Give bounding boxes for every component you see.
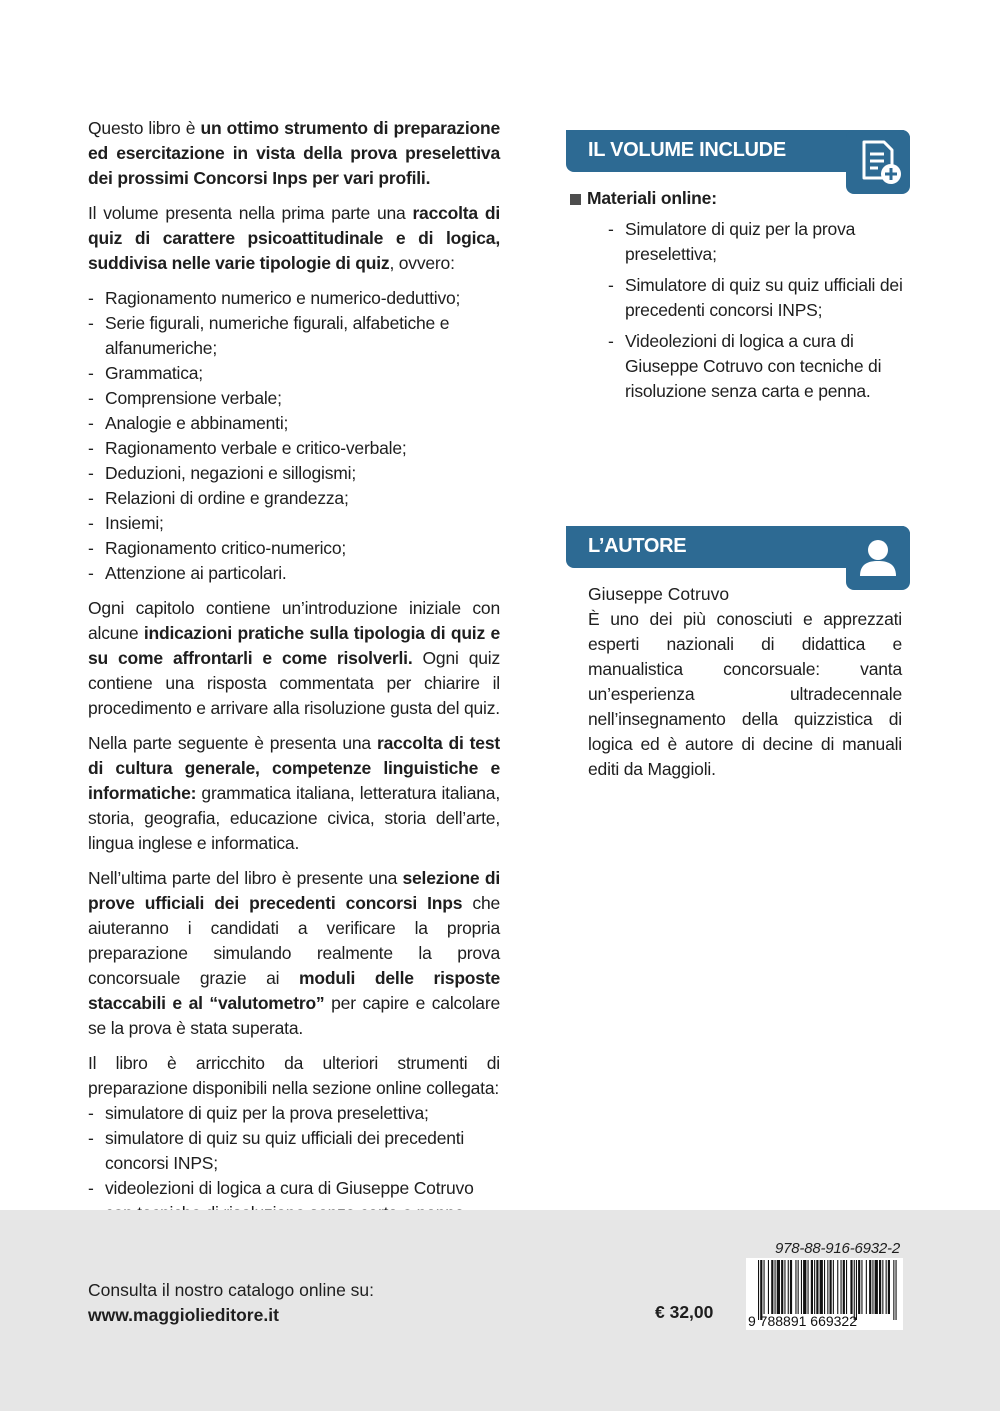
back-cover-text [88,116,500,1236]
barcode-bar [837,1260,838,1314]
online-intro: Il libro è arricchito da ulteriori strumenti di preparazione disponibili nella sezione online collegata: [88,1053,500,1098]
list-item: - Ragionamento verbale e critico-verbale; [88,436,500,461]
barcode-bar [886,1260,887,1314]
list-item: - Relazioni di ordine e grandezza; [88,486,500,511]
barcode-bar [768,1260,769,1314]
barcode-bar [856,1260,857,1320]
list-item: - simulatore di quiz su quiz ufficiali dei precedenti concorsi INPS; [88,1126,500,1176]
barcode-bar [872,1260,873,1314]
barcode-digits: 9 788891 669322 [748,1313,857,1329]
barcode-bar [771,1260,773,1314]
barcode-bar [760,1260,762,1320]
volume-include-header [566,130,910,172]
barcode-bar [833,1260,834,1314]
barcode-bar [858,1260,860,1314]
list-item: - Ragionamento critico-numerico; [88,536,500,561]
barcode-bar [896,1260,897,1320]
barcode [746,1258,903,1330]
barcode-bar [764,1260,765,1314]
barcode-bar [841,1260,842,1314]
section-title: L’AUTORE [588,535,687,557]
barcode-bar [781,1260,783,1314]
list-item: - Simulatore di quiz su quiz ufficiali dei precedenti concorsi INPS; [608,273,910,323]
author-box [566,526,910,782]
barcode-bar [888,1260,890,1314]
barcode-bar [850,1260,852,1314]
document-plus-icon [846,130,910,194]
barcode-bar [854,1260,855,1320]
barcode-bar [803,1260,806,1314]
barcode-bar [801,1260,802,1314]
barcode-bar [879,1260,881,1314]
barcode-bar [861,1260,862,1314]
online-list [88,1101,500,1226]
barcode-bar [784,1260,785,1314]
materials-list [566,217,910,404]
author-header [566,526,910,568]
volume-include-content [566,186,910,404]
barcode-bar [808,1260,809,1314]
barcode-bar [827,1260,828,1314]
list-item: - Grammatica; [88,361,500,386]
barcode-bar [814,1260,815,1314]
barcode-bar [869,1260,871,1314]
last-part-paragraph: Nell’ultima parte del libro è presente una selezione di prove ufficiali dei precedenti concorsi Inps che aiuteranno i candidati a verificare la propria preparazione simulando realmente la prova concorsuale grazie ai moduli delle risposte staccabili e al “valutometro” per capire e calcolare se la prova è stata superata. [88,868,501,1038]
barcode-bar [882,1260,883,1314]
list-item: - Analogie e abbinamenti; [88,411,500,436]
barcode-bar [830,1260,832,1314]
author-name: Giuseppe Cotruvo [588,584,730,604]
volume-include-box [566,130,910,410]
list-item: - Insiemi; [88,511,500,536]
barcode-bar [788,1260,789,1314]
barcode-bar [790,1260,792,1314]
bullet-square-icon [570,194,581,205]
list-item: - Attenzione ai particolari. [88,561,500,586]
barcode-bar [866,1260,867,1314]
materials-heading: Materiali online: [566,186,910,211]
list-item: - Deduzioni, negazioni e sillogismi; [88,461,500,486]
list-item: - Comprensione verbale; [88,386,500,411]
list-item: - Ragionamento numerico e numerico-deduttivo; [88,286,500,311]
person-icon [846,526,910,590]
second-part-paragraph: Nella parte seguente è presenta una raccolta di test di cultura generale, competenze linguistiche e informatiche: grammatica italiana, letteratura italiana, storia, geografia, educazione civica, storia dell’arte, lingua inglese e informatica. [88,733,500,853]
list-item: - Videolezioni di logica a cura di Giuseppe Cotruvo con tecniche di risoluzione senza carta e penna. [608,329,910,404]
author-bio: È uno dei più conosciuti e apprezzati esperti nazionali di didattica e manualistica concorsuale: vanta un’esperienza ultradecennale nell’insegnamento della quizzistica di logica ed è autore di decine di manuali editi da Maggioli. [588,609,902,779]
chapter-paragraph: Ogni capitolo contiene un’introduzione iniziale con alcune indicazioni pratiche sulla tipologia di quiz e su come affrontarli e come risolverli. Ogni quiz contiene una risposta commentata per chiarire il procedimento e arrivare alla risoluzione gusta del quiz. [88,598,500,718]
barcode-bar [875,1260,878,1314]
catalog-text: Consulta il nostro catalogo online su: [88,1280,375,1300]
barcode-bar [758,1260,759,1320]
list-item: - Simulatore di quiz per la prova preselettiva; [608,217,910,267]
section-title: IL VOLUME INCLUDE [588,139,786,161]
barcode-bar [795,1260,796,1314]
website-link[interactable]: www.maggiolieditore.it [88,1305,279,1325]
volume-description: Il volume presenta nella prima parte una raccolta di quiz di carattere psicoattitudinale e di logica, suddivisa nelle varie tipologie di quiz, ovvero: [88,203,500,273]
isbn: 978-88-916-6932-2 [774,1240,900,1257]
list-item: - Serie figurali, numeriche figurali, alfabetiche e alfanumeriche; [88,311,500,361]
catalog-block [88,1278,374,1328]
barcode-bar [820,1260,823,1314]
barcode-bar [775,1260,776,1314]
price: € 32,00 [655,1302,714,1322]
barcode-bar [843,1260,845,1314]
barcode-bar [893,1260,894,1320]
intro-paragraph: Questo libro è un ottimo strumento di preparazione ed esercitazione in vista della prova preselettiva dei prossimi Concorsi Inps per vari profili. [88,118,500,188]
barcode-bar [824,1260,825,1314]
list-item: - videolezioni di logica a cura di Giuseppe Cotruvo [88,1176,500,1226]
barcode-bar [777,1260,780,1314]
barcode-bar [798,1260,799,1314]
barcode-bar [811,1260,813,1314]
list-item: - simulatore di quiz per la prova preselettiva; [88,1101,500,1126]
topics-list [88,286,500,586]
barcode-bar [846,1260,847,1314]
barcode-bar [816,1260,818,1314]
